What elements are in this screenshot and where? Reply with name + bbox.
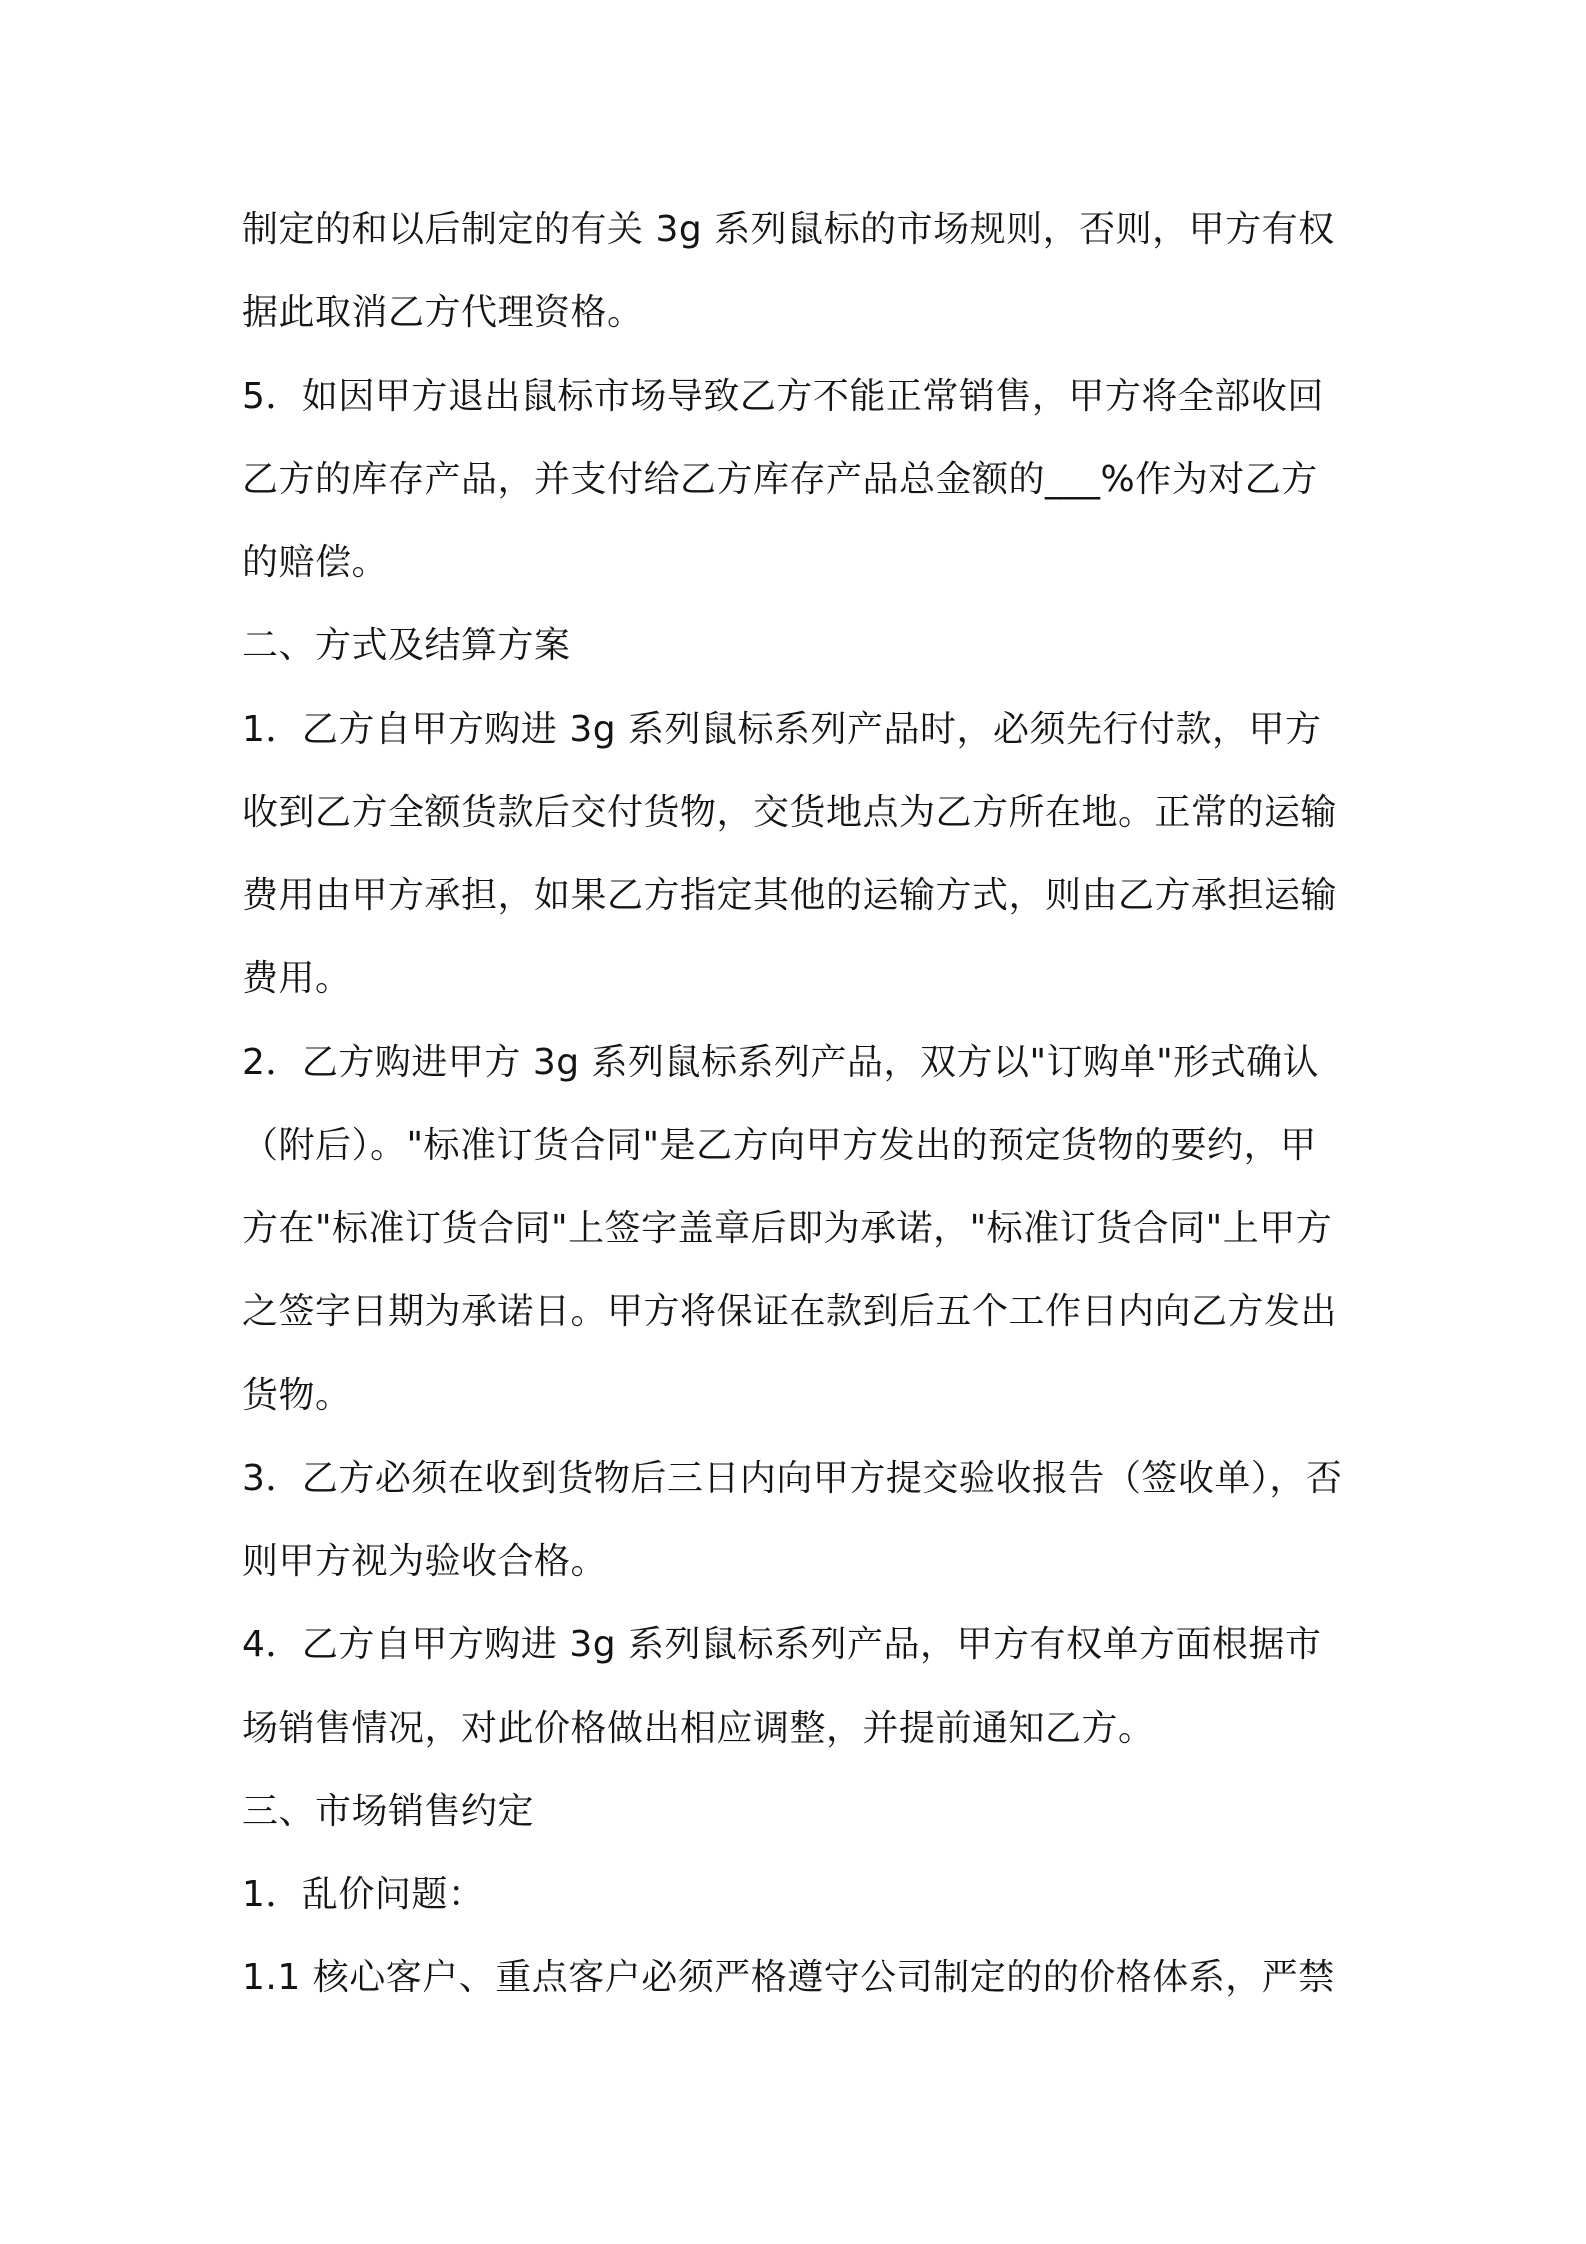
text-line: 1.1 核心客户、重点客户必须严格遵守公司制定的的价格体系，严禁: [242, 1957, 1335, 1998]
text-line: 5．如因甲方退出鼠标市场导致乙方不能正常销售，甲方将全部收回: [242, 376, 1324, 417]
text-line: 1．乱价问题：: [242, 1874, 485, 1915]
text-line: 费用。: [242, 958, 352, 999]
text-line: 制定的和以后制定的有关 3g 系列鼠标的市场规则，否则，甲方有权: [242, 209, 1335, 250]
text-line: 收到乙方全额货款后交付货物，交货地点为乙方所在地。正常的运输: [242, 792, 1338, 833]
section-heading: 三、市场销售约定: [242, 1791, 535, 1832]
text-line: 方在"标准订货合同"上签字盖章后即为承诺，"标准订货合同"上甲方: [242, 1208, 1333, 1249]
text-line: 据此取消乙方代理资格。: [242, 292, 644, 333]
text-line: 4．乙方自甲方购进 3g 系列鼠标系列产品，甲方有权单方面根据市: [242, 1624, 1322, 1665]
text-line: 则甲方视为验收合格。: [242, 1541, 608, 1582]
text-line: 乙方的库存产品，并支付给乙方库存产品总金额的___%作为对乙方: [242, 459, 1318, 500]
section-heading: 二、方式及结算方案: [242, 625, 571, 666]
text-line: 1．乙方自甲方购进 3g 系列鼠标系列产品时，必须先行付款，甲方: [242, 709, 1322, 750]
text-line: 费用由甲方承担，如果乙方指定其他的运输方式，则由乙方承担运输: [242, 875, 1338, 916]
text-line: 场销售情况，对此价格做出相应调整，并提前通知乙方。: [242, 1708, 1155, 1749]
text-line: 货物。: [242, 1375, 352, 1416]
text-line: 2．乙方购进甲方 3g 系列鼠标系列产品，双方以"订购单"形式确认: [242, 1042, 1320, 1083]
text-line: （附后）。"标准订货合同"是乙方向甲方发出的预定货物的要约，甲: [242, 1125, 1317, 1166]
text-line: 的赔偿。: [242, 542, 389, 583]
text-line: 3．乙方必须在收到货物后三日内向甲方提交验收报告（签收单），否: [242, 1458, 1343, 1499]
text-line: 之签字日期为承诺日。甲方将保证在款到后五个工作日内向乙方发出: [242, 1291, 1338, 1332]
